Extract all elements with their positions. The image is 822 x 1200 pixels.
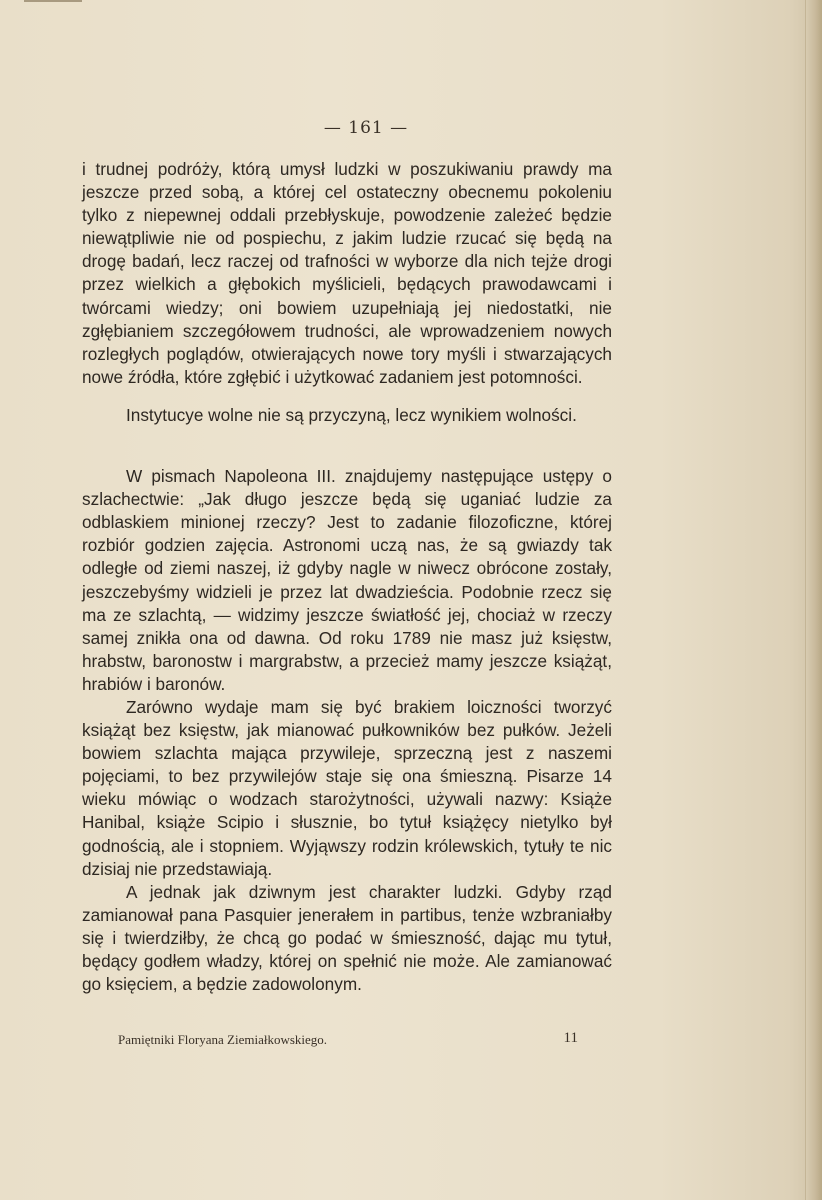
- page-footer: [118, 1032, 578, 1048]
- page-edge: [805, 0, 822, 1200]
- paragraph-1: i trudnej podróży, którą umysł ludzki w poszukiwaniu prawdy ma jeszcze przed sobą, a której cel ostateczny obecnemu pokoleniu tylko z niepewnej oddali przebłyskuje, powodzenie zależeć będzie niewątpliwie nie od pospiechu, z jakim ludzie rzucać się będą na drogę badań, lecz raczej od trafności w wyborze dla nich tejże drogi przez wielkich a głębokich myślicieli, będących prawodawcami i twórcami wiedzy; oni bowiem uzupełniają jej niedostatki, nie zgłębianiem szczegółowem trudności, ale wprowadzeniem nowych rozległych poglądów, otwierających nowe tory myśli i stwarzających nowe źródła, które zgłębić i użytkować zadaniem jest potomności.: [82, 159, 612, 387]
- page-top-mark: [24, 0, 82, 2]
- page-number: — 161 —: [323, 118, 409, 138]
- paragraph-2: Instytucye wolne nie są przyczyną, lecz wynikiem wolności.: [126, 404, 577, 425]
- footer-sheet-number: 11: [563, 1030, 578, 1046]
- paragraph-4: Zarówno wydaje mam się być brakiem loiczności tworzyć książąt bez księstw, jak mianować pułkowników bez pułków. Jeżeli bowiem szlachta mająca przywileje, sprzeczną jest z naszemi pojęciami, to bez przywilejów staje się ona śmieszną. Pisarze 14 wieku mówiąc o wodzach starożytności, używali nazwy: Książe Hanibal, książe Scipio i słusznie, bo tytuł książęcy nietylko był godnością, ale i stopniem. Wyjąwszy rodzin królewskich, tytuły te nic dzisiaj nie przedstawiają.: [82, 696, 612, 879]
- footer-book-title: Pamiętniki Floryana Ziemiałkowskiego.: [118, 1032, 328, 1047]
- paragraph-5: A jednak jak dziwnym jest charakter ludzki. Gdyby rząd zamianował pana Pasquier jenerałem in partibus, tenże wzbraniałby się i twierdziłby, że chcą go podać w śmieszność, dając mu tytuł, będący godłem władzy, której on spełnić nie może. Ale zamianować go księciem, a będzie zadowolonym.: [82, 881, 612, 995]
- paragraph-3: W pismach Napoleona III. znajdujemy następujące ustępy o szlachectwie: „Jak długo jeszcze będą się uganiać ludzie za odblaskiem minionej rzeczy? Jest to zadanie filozoficzne, której rozbiór godzien zajęcia. Astronomi uczą nas, że są gwiazdy tak odległe od ziemi naszej, iż gdyby nagle w niwecz obrócone zostały, jeszczebyśmy widzieli je przez lat dwadzieścia. Podobnie rzecz się ma ze szlachtą, — widzimy jeszcze światłość jej, chociaż w rzeczy samej znikła ona od dawna. Od roku 1789 nie masz już księstw, hrabstw, baronostw i margrabstw, a przecież mamy jeszcze książąt, hrabiów i baronów.: [82, 466, 612, 694]
- page-text: [82, 158, 612, 996]
